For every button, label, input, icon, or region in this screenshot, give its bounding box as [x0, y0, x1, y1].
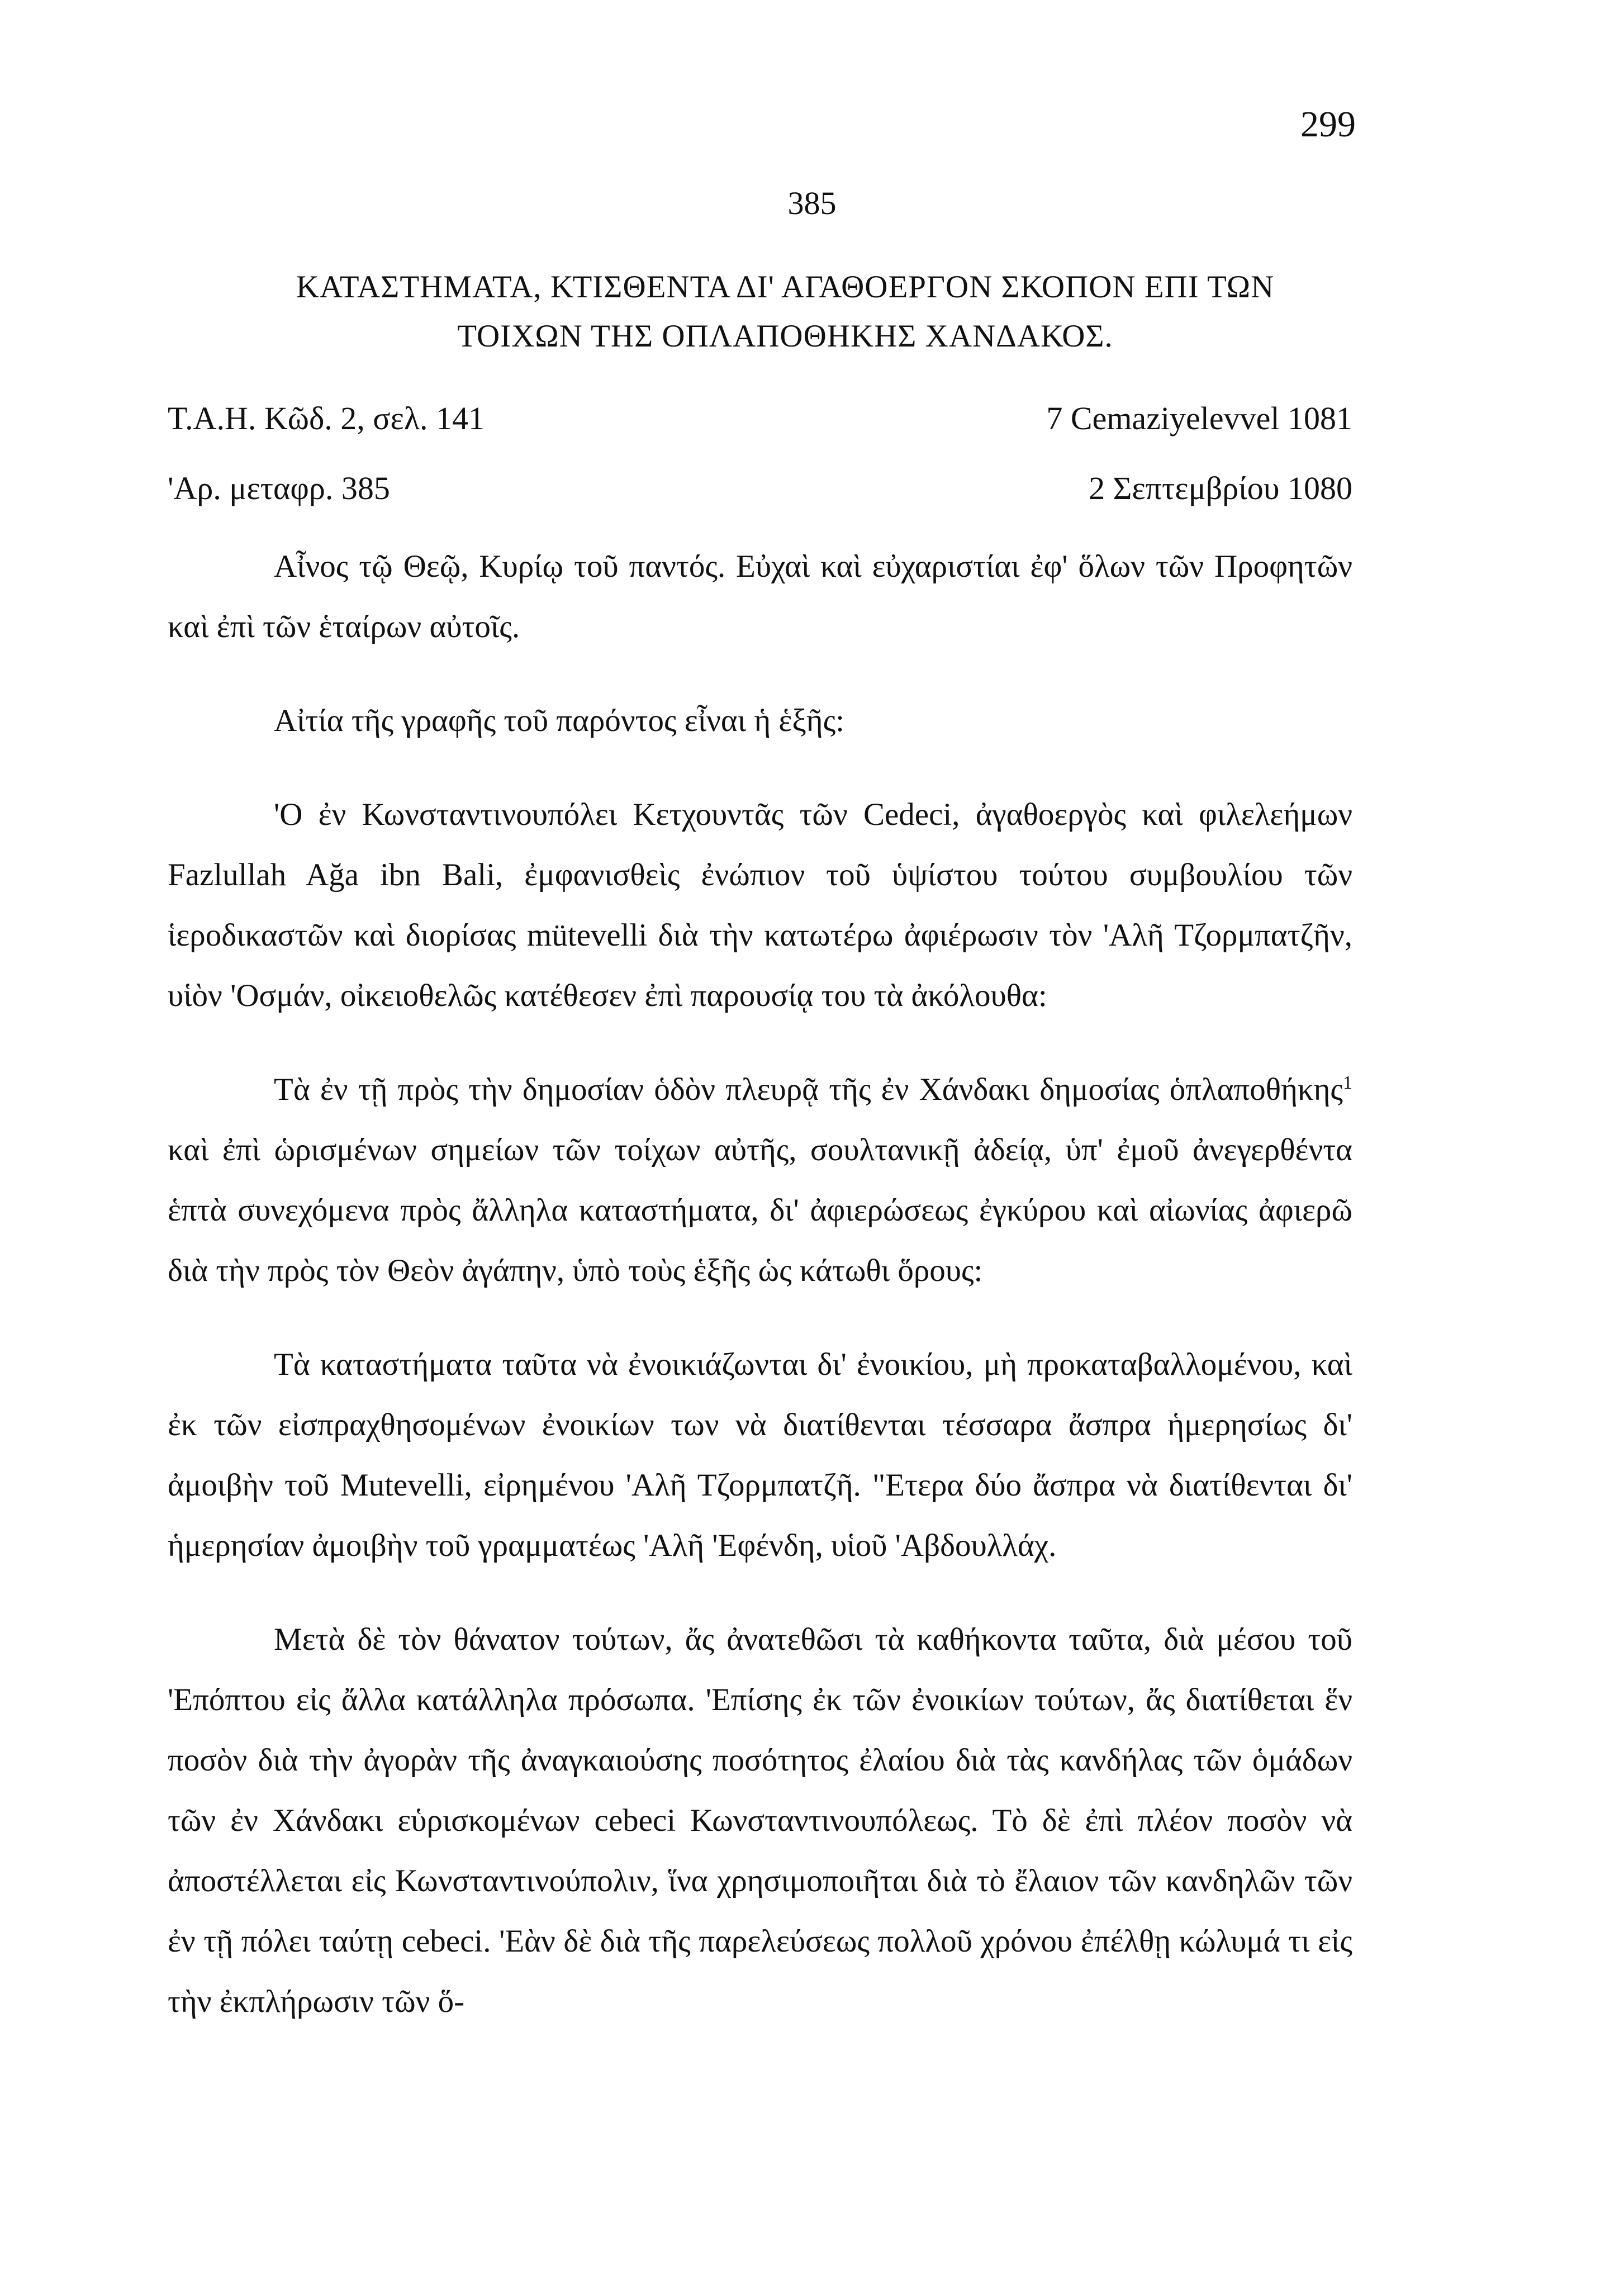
document-body	[168, 537, 1352, 2032]
hijri-date: 7 Cemaziyelevvel 1081	[1046, 400, 1352, 436]
title-line-1: ΚΑΤΑΣΤΗΜΑΤΑ, ΚΤΙΣΘΕΝΤΑ ΔΙ' ΑΓΑΘΟΕΡΓΟΝ ΣΚΟΠΟΝ ΕΠΙ ΤΩΝ	[296, 269, 1275, 305]
paragraph-invocation: Αἶνος τῷ Θεῷ, Κυρίῳ τοῦ παντός. Εὐχαὶ καὶ εὐχαριστίαι ἐφ' ὅλων τῶν Προφητῶν καὶ ἐπὶ τῶν ἑταίρων αὐτοῖς.	[168, 549, 1352, 644]
paragraph-cause: Αἰτία τῆς γραφῆς τοῦ παρόντος εἶναι ἡ ἑξῆς:	[274, 703, 844, 738]
page-number: 299	[1300, 104, 1356, 145]
paragraph-shops-text-b: καὶ ἐπὶ ὡρισμένων σημείων τῶν τοίχων αὐτῆς, σουλτανικῇ ἀδείᾳ, ὑπ' ἐμοῦ ἀνεγερθέντα ἑπτὰ συνεχόμενα πρὸς ἄλληλα καταστήματα, δι' ἀφιερώσεως ἐγκύρου καὶ αἰωνίας ἀφιερῶ διὰ τὴν πρὸς τὸν Θεὸν ἀγάπην, ὑπὸ τοὺς ἑξῆς ὡς κάτωθι ὅρους:	[168, 1132, 1352, 1288]
paragraph-shops	[168, 1060, 1352, 1301]
document-number: 385	[787, 185, 837, 221]
paragraph-rent-terms: Τὰ καταστήματα ταῦτα νὰ ἐνοικιάζωνται δι' ἐνοικίου, μὴ προκαταβαλλομένου, καὶ ἐκ τῶν εἰσπραχθησομένων ἐνοικίων των νὰ διατίθενται τέσσαρα ἄσπρα ἡμερησίως δι' ἀμοιβὴν τοῦ Mutevelli, εἰρημένου 'Αλῆ Τζορμπατζῆ. "Ετερα δύο ἄσπρα νὰ διατίθενται δι' ἡμερησίαν ἀμοιβὴν τοῦ γραμματέως 'Αλῆ 'Εφένδη, υἱοῦ 'Αβδουλλάχ.	[168, 1347, 1352, 1563]
title-line-2: ΤΟΙΧΩΝ ΤΗΣ ΟΠΛΑΠΟΘΗΚΗΣ ΧΑΝΔΑΚΟΣ.	[457, 319, 1113, 354]
document-title	[212, 263, 1358, 361]
paragraph-declarant: 'Ο ἐν Κωνσταντινουπόλει Κετχουντᾶς τῶν Cedeci, ἀγαθοεργὸς καὶ φιλελεήμων Fazlullah Ağa ibn Bali, ἐμφανισθεὶς ἐνώπιον τοῦ ὑψίστου τούτου συμβουλίου τῶν ἱεροδικαστῶν καὶ διορίσας mütevelli διὰ τὴν κατωτέρω ἀφιέρωσιν τὸν 'Αλῆ Τζορμπατζῆν, υἱὸν 'Οσμάν, οἰκειοθελῶς κατέθεσεν ἐπὶ παρουσίᾳ του τὰ ἀκόλουθα:	[168, 797, 1352, 1013]
paragraph-shops-text-a: Τὰ ἐν τῇ πρὸς τὴν δημοσίαν ὁδὸν πλευρᾷ τῆς ἐν Χάνδακι δημοσίας ὁπλαποθήκης	[274, 1072, 1343, 1107]
greek-date: 2 Σεπτεμβρίου 1080	[1089, 470, 1352, 506]
reference-row-2	[168, 472, 1352, 505]
translation-number: 'Αρ. μεταφρ. 385	[168, 470, 390, 506]
reference-row-1	[168, 402, 1352, 435]
footnote-marker: 1	[1343, 1072, 1352, 1093]
archive-code: Τ.Α.Η. Κῶδ. 2, σελ. 141	[168, 400, 485, 436]
paragraph-succession: Μετὰ δὲ τὸν θάνατον τούτων, ἄς ἀνατεθῶσι τὰ καθήκοντα ταῦτα, διὰ μέσου τοῦ 'Επόπτου εἰς ἄλλα κατάλληλα πρόσωπα. 'Επίσης ἐκ τῶν ἐνοικίων τούτων, ἄς διατίθεται ἕν ποσὸν διὰ τὴν ἀγορὰν τῆς ἀναγκαιούσης ποσότητος ἐλαίου διὰ τὰς κανδήλας τῶν ὁμάδων τῶν ἐν Χάνδακι εὑρισκομένων cebeci Κωνσταντινουπόλεως. Τὸ δὲ ἐπὶ πλέον ποσὸν νὰ ἀποστέλλεται εἰς Κωνσταντινούπολιν, ἵνα χρησιμοποιῆται διὰ τὸ ἔλαιον τῶν κανδηλῶν τῶν ἐν τῇ πόλει ταύτῃ cebeci. 'Εὰν δὲ διὰ τῆς παρελεύσεως πολλοῦ χρόνου ἐπέλθῃ κώλυμά τι εἰς τὴν ἐκπλήρωσιν τῶν ὅ-	[168, 1622, 1352, 2019]
